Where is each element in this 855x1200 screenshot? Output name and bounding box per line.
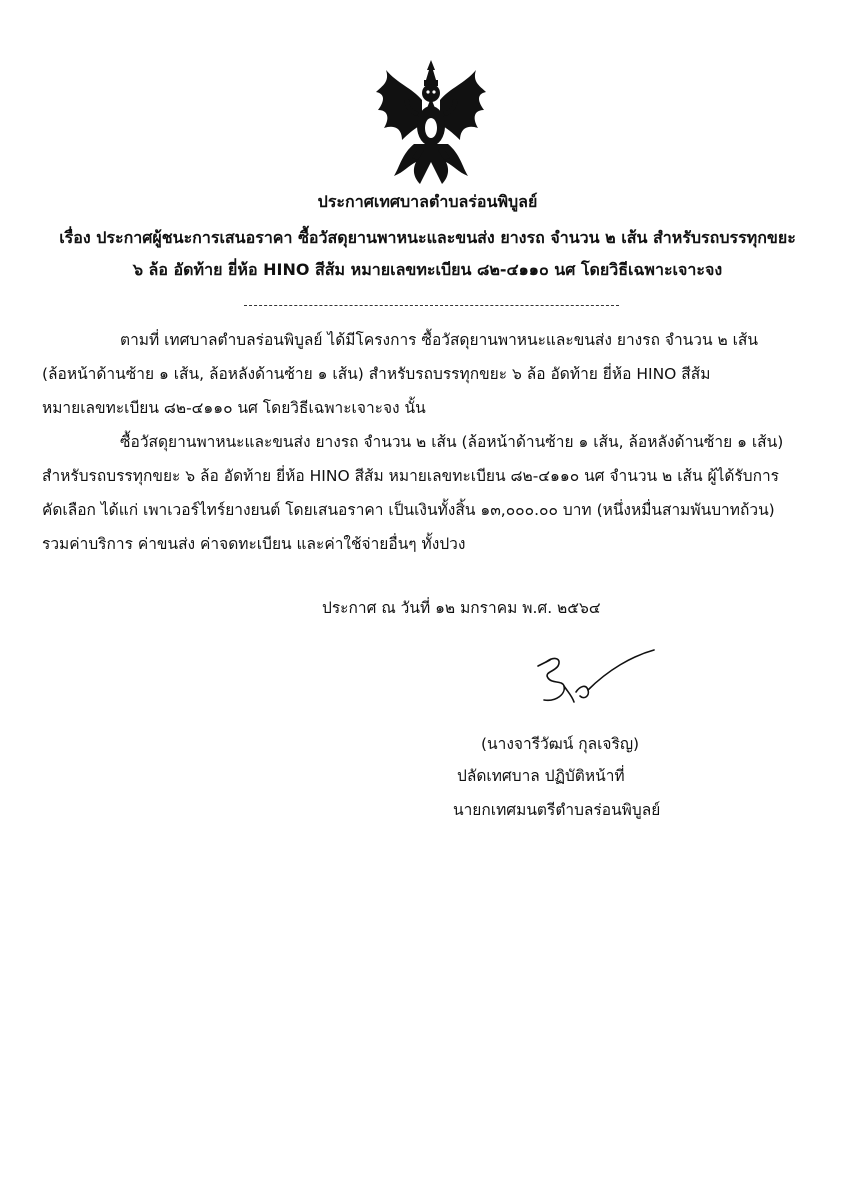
signer-position-1: ปลัดเทศบาล ปฏิบัติหน้าที่ (457, 767, 625, 785)
handwritten-signature-icon (528, 646, 658, 716)
signer-position-2: นายกเทศมนตรีตำบลร่อนพิบูลย์ (453, 801, 661, 819)
signer-name: (นางจารีวัฒน์ กุลเจริญ) (481, 735, 640, 753)
body-line-6: คัดเลือก ได้แก่ เพาเวอร์ไทร์ยางยนต์ โดยเสนอราคา เป็นเงินทั้งสิ้น ๑๓,๐๐๐.๐๐ บาท (หนึ่งหมื่นสามพันบาทถ้วน) (42, 501, 775, 519)
body-line-3: หมายเลขทะเบียน ๘๒-๔๑๑๐ นศ โดยวิธีเฉพาะเจาะจง นั้น (42, 399, 426, 417)
announcement-title: ประกาศเทศบาลตำบลร่อนพิบูลย์ (317, 192, 538, 211)
subject-line-2: ๖ ล้อ อัดท้าย ยี่ห้อ HINO สีส้ม หมายเลขทะเบียน ๘๒-๔๑๑๐ นศ โดยวิธีเฉพาะเจาะจง (132, 260, 723, 279)
body-line-2: (ล้อหน้าด้านซ้าย ๑ เส้น, ล้อหลังด้านซ้าย ๑ เส้น) สำหรับรถบรรทุกขยะ ๖ ล้อ อัดท้าย ยี่ห้อ HINO สีส้ม (42, 365, 711, 383)
body-line-7: รวมค่าบริการ ค่าขนส่ง ค่าจดทะเบียน และค่าใช้จ่ายอื่นๆ ทั้งปวง (42, 535, 466, 553)
body-line-5: สำหรับรถบรรทุกขยะ ๖ ล้อ อัดท้าย ยี่ห้อ HINO สีส้ม หมายเลขทะเบียน ๘๒-๔๑๑๐ นศ จำนวน ๒ เส้น ผู้ได้รับการ (42, 467, 780, 485)
body-line-4: ซื้อวัสดุยานพาหนะและขนส่ง ยางรถ จำนวน ๒ เส้น (ล้อหน้าด้านซ้าย ๑ เส้น, ล้อหลังด้านซ้าย ๑ เส้น) (120, 433, 784, 451)
announcement-date: ประกาศ ณ วันที่ ๑๒ มกราคม พ.ศ. ๒๕๖๔ (322, 599, 601, 617)
subject-line-1: เรื่อง ประกาศผู้ชนะการเสนอราคา ซื้อวัสดุยานพาหนะและขนส่ง ยางรถ จำนวน ๒ เส้น สำหรับรถบรรทุกขยะ (59, 228, 796, 247)
separator-rule (244, 305, 619, 306)
garuda-emblem-icon (372, 58, 490, 188)
body-line-1: ตามที่ เทศบาลตำบลร่อนพิบูลย์ ได้มีโครงการ ซื้อวัสดุยานพาหนะและขนส่ง ยางรถ จำนวน ๒ เส้น (120, 331, 758, 349)
